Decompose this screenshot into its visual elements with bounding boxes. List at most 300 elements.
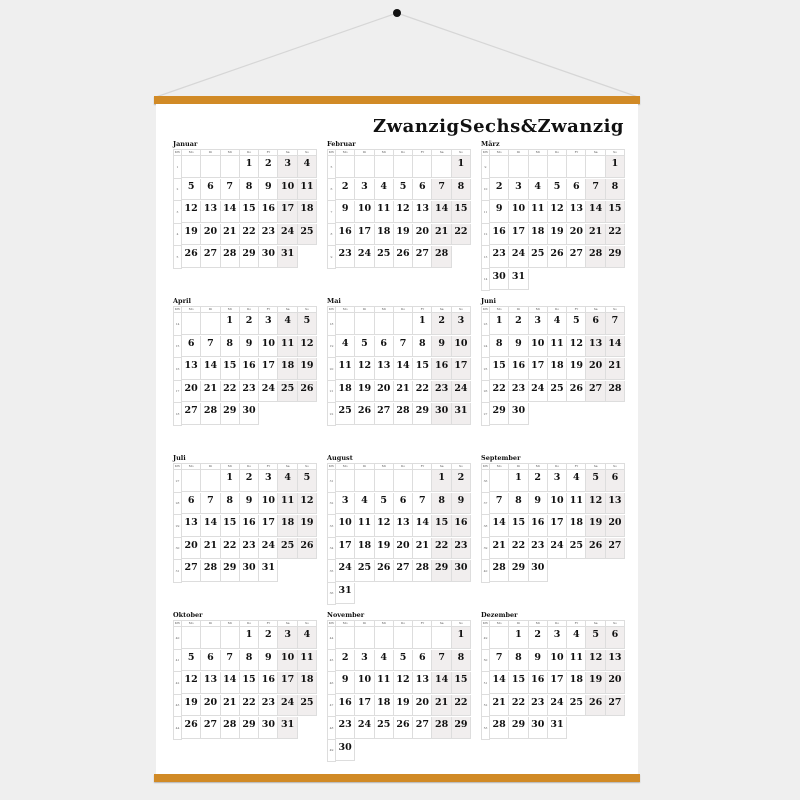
day-cell: 4 <box>298 156 317 178</box>
empty-day-cell <box>375 470 394 492</box>
weekday-header: Mo <box>182 307 201 313</box>
day-cell: 18 <box>375 695 394 717</box>
day-cell: 28 <box>201 560 220 582</box>
day-cell: 23 <box>432 381 451 403</box>
day-cell: 3 <box>355 650 374 672</box>
weekday-header: KW <box>482 621 489 625</box>
day-cell: 23 <box>259 224 278 246</box>
month-name: Februar <box>327 140 356 148</box>
month-grid <box>173 463 317 583</box>
month-name: Juni <box>481 297 496 305</box>
day-cell: 10 <box>278 650 297 672</box>
day-cell: 24 <box>278 224 297 246</box>
day-cell: 23 <box>509 381 528 403</box>
empty-day-cell <box>567 403 586 425</box>
month-name: Juli <box>173 454 186 462</box>
week-number: 49 <box>328 740 336 763</box>
calendar-poster <box>156 104 638 774</box>
empty-day-cell <box>432 583 451 605</box>
day-cell: 26 <box>355 403 374 425</box>
day-cell: 22 <box>509 538 528 560</box>
day-cell: 2 <box>529 470 548 492</box>
day-cell: 27 <box>394 560 413 582</box>
day-cell: 12 <box>394 201 413 223</box>
day-cell: 21 <box>201 381 220 403</box>
day-cell: 8 <box>413 336 432 358</box>
weekday-header: Sa <box>278 307 297 313</box>
day-cell: 5 <box>182 179 201 201</box>
empty-day-cell <box>336 156 355 178</box>
day-cell: 21 <box>606 358 625 380</box>
day-cell: 19 <box>355 381 374 403</box>
day-cell: 15 <box>509 515 528 537</box>
day-cell: 28 <box>201 403 220 425</box>
weekday-header: Di <box>355 464 374 470</box>
day-cell: 14 <box>394 358 413 380</box>
day-cell: 18 <box>278 358 297 380</box>
day-cell: 14 <box>490 672 509 694</box>
weekday-header: Sa <box>432 621 451 627</box>
empty-day-cell <box>529 403 548 425</box>
top-hanger-rail <box>154 96 640 104</box>
day-cell: 10 <box>336 515 355 537</box>
day-cell: 24 <box>355 246 374 268</box>
week-number: 53 <box>482 717 490 740</box>
day-cell: 6 <box>567 179 586 201</box>
day-cell: 1 <box>606 156 625 178</box>
week-number: 23 <box>482 313 490 336</box>
weekday-header: Fr <box>259 307 278 313</box>
day-cell: 17 <box>548 515 567 537</box>
poster-title: ZwanzigSechs&Zwanzig <box>373 116 624 137</box>
day-cell: 3 <box>259 470 278 492</box>
weekday-header: So <box>298 150 317 156</box>
day-cell: 8 <box>606 179 625 201</box>
day-cell: 24 <box>259 538 278 560</box>
day-cell: 12 <box>394 672 413 694</box>
day-cell: 4 <box>567 470 586 492</box>
weekday-header: Do <box>548 464 567 470</box>
weekday-header: Mo <box>490 621 509 627</box>
day-cell: 18 <box>548 358 567 380</box>
month-name: Mai <box>327 297 341 305</box>
empty-day-cell <box>394 740 413 762</box>
day-cell: 20 <box>413 224 432 246</box>
day-cell: 11 <box>278 336 297 358</box>
day-cell: 10 <box>278 179 297 201</box>
day-cell: 19 <box>375 538 394 560</box>
day-cell: 11 <box>298 650 317 672</box>
day-cell: 11 <box>336 358 355 380</box>
day-cell: 6 <box>413 650 432 672</box>
day-cell: 2 <box>490 179 509 201</box>
day-cell: 9 <box>336 672 355 694</box>
day-cell: 9 <box>529 650 548 672</box>
day-cell: 26 <box>394 717 413 739</box>
empty-day-cell <box>201 470 220 492</box>
day-cell: 3 <box>529 313 548 335</box>
day-cell: 28 <box>490 560 509 582</box>
day-cell: 13 <box>606 650 625 672</box>
empty-day-cell <box>586 403 605 425</box>
day-cell: 14 <box>432 201 451 223</box>
empty-day-cell <box>394 313 413 335</box>
month-block <box>173 297 317 426</box>
empty-day-cell <box>490 470 509 492</box>
day-cell: 20 <box>201 224 220 246</box>
day-cell: 7 <box>221 179 240 201</box>
day-cell: 7 <box>490 493 509 515</box>
weekday-header: KW <box>174 307 181 311</box>
weekday-header: KW <box>174 150 181 154</box>
weekday-header: Do <box>394 150 413 156</box>
day-cell: 14 <box>201 358 220 380</box>
day-cell: 4 <box>567 627 586 649</box>
day-cell: 4 <box>375 179 394 201</box>
day-cell: 29 <box>221 560 240 582</box>
day-cell: 16 <box>529 672 548 694</box>
day-cell: 6 <box>375 336 394 358</box>
weekday-header: Sa <box>278 464 297 470</box>
empty-day-cell <box>221 627 240 649</box>
day-cell: 16 <box>336 224 355 246</box>
empty-day-cell <box>413 627 432 649</box>
weekday-header: Sa <box>586 307 605 313</box>
day-cell: 13 <box>413 201 432 223</box>
day-cell: 13 <box>606 493 625 515</box>
month-grid <box>173 620 317 740</box>
empty-day-cell <box>606 403 625 425</box>
day-cell: 25 <box>548 381 567 403</box>
weekday-header: Di <box>509 464 528 470</box>
day-cell: 5 <box>586 627 605 649</box>
day-cell: 26 <box>182 717 201 739</box>
week-number: 52 <box>482 695 490 718</box>
day-cell: 22 <box>509 695 528 717</box>
month-block <box>173 140 317 269</box>
empty-day-cell <box>375 583 394 605</box>
empty-day-cell <box>298 717 317 739</box>
month-block <box>173 611 317 740</box>
day-cell: 4 <box>548 313 567 335</box>
day-cell: 19 <box>394 224 413 246</box>
day-cell: 11 <box>529 201 548 223</box>
month-name: März <box>481 140 500 148</box>
week-number: 3 <box>174 201 182 224</box>
day-cell: 29 <box>413 403 432 425</box>
day-cell: 29 <box>240 246 259 268</box>
day-cell: 12 <box>182 201 201 223</box>
empty-day-cell <box>355 470 374 492</box>
empty-day-cell <box>606 269 625 291</box>
day-cell: 15 <box>509 672 528 694</box>
day-cell: 7 <box>394 336 413 358</box>
day-cell: 26 <box>586 695 605 717</box>
week-number: 51 <box>482 672 490 695</box>
day-cell: 19 <box>586 515 605 537</box>
day-cell: 3 <box>548 470 567 492</box>
month-grid <box>481 149 625 291</box>
day-cell: 10 <box>548 493 567 515</box>
day-cell: 16 <box>432 358 451 380</box>
day-cell: 3 <box>548 627 567 649</box>
day-cell: 6 <box>182 336 201 358</box>
day-cell: 2 <box>259 156 278 178</box>
day-cell: 22 <box>452 695 471 717</box>
day-cell: 25 <box>278 538 297 560</box>
week-number: 14 <box>174 313 182 336</box>
day-cell: 28 <box>221 717 240 739</box>
week-number: 6 <box>328 179 336 202</box>
day-cell: 27 <box>413 246 432 268</box>
month-grid <box>173 149 317 269</box>
day-cell: 21 <box>432 695 451 717</box>
month-name: Januar <box>173 140 198 148</box>
day-cell: 20 <box>606 515 625 537</box>
empty-day-cell <box>201 156 220 178</box>
weekday-header: Mi <box>529 621 548 627</box>
day-cell: 31 <box>278 246 297 268</box>
weekday-header: Mi <box>529 464 548 470</box>
day-cell: 15 <box>606 201 625 223</box>
day-cell: 30 <box>529 560 548 582</box>
weekday-header: Do <box>548 307 567 313</box>
weekday-header: Mi <box>529 150 548 156</box>
empty-day-cell <box>375 156 394 178</box>
day-cell: 3 <box>336 493 355 515</box>
day-cell: 24 <box>509 246 528 268</box>
day-cell: 21 <box>394 381 413 403</box>
empty-day-cell <box>201 627 220 649</box>
weekday-header: KW <box>328 150 335 154</box>
day-cell: 15 <box>452 672 471 694</box>
day-cell: 8 <box>509 493 528 515</box>
day-cell: 21 <box>221 695 240 717</box>
weekday-header: Di <box>509 621 528 627</box>
day-cell: 25 <box>298 695 317 717</box>
weekday-header: Di <box>355 621 374 627</box>
day-cell: 30 <box>509 403 528 425</box>
weekday-header: Sa <box>586 621 605 627</box>
day-cell: 11 <box>567 650 586 672</box>
day-cell: 14 <box>221 672 240 694</box>
day-cell: 6 <box>394 493 413 515</box>
day-cell: 23 <box>336 717 355 739</box>
day-cell: 13 <box>375 358 394 380</box>
day-cell: 9 <box>452 493 471 515</box>
week-number: 26 <box>482 381 490 404</box>
day-cell: 17 <box>355 224 374 246</box>
day-cell: 10 <box>259 336 278 358</box>
day-cell: 17 <box>278 201 297 223</box>
day-cell: 13 <box>413 672 432 694</box>
day-cell: 5 <box>182 650 201 672</box>
day-cell: 15 <box>240 201 259 223</box>
day-cell: 5 <box>567 313 586 335</box>
month-grid <box>481 306 625 426</box>
weekday-header: Fr <box>567 150 586 156</box>
day-cell: 12 <box>298 493 317 515</box>
day-cell: 31 <box>452 403 471 425</box>
day-cell: 27 <box>586 381 605 403</box>
weekday-header: Mo <box>182 621 201 627</box>
day-cell: 24 <box>452 381 471 403</box>
day-cell: 18 <box>567 672 586 694</box>
day-cell: 8 <box>509 650 528 672</box>
day-cell: 10 <box>529 336 548 358</box>
day-cell: 3 <box>278 156 297 178</box>
weekday-header: Fr <box>567 307 586 313</box>
day-cell: 27 <box>413 717 432 739</box>
day-cell: 30 <box>490 269 509 291</box>
weekday-header: Do <box>548 150 567 156</box>
weekday-header: Mi <box>221 621 240 627</box>
day-cell: 2 <box>432 313 451 335</box>
day-cell: 23 <box>529 695 548 717</box>
empty-day-cell <box>548 269 567 291</box>
month-grid <box>327 463 471 605</box>
empty-day-cell <box>336 627 355 649</box>
empty-day-cell <box>452 246 471 268</box>
day-cell: 12 <box>586 650 605 672</box>
weekday-header: Sa <box>432 464 451 470</box>
week-number: 25 <box>482 358 490 381</box>
day-cell: 17 <box>336 538 355 560</box>
empty-day-cell <box>182 627 201 649</box>
day-cell: 21 <box>201 538 220 560</box>
day-cell: 7 <box>490 650 509 672</box>
day-cell: 18 <box>298 201 317 223</box>
week-number: 11 <box>482 201 490 224</box>
empty-day-cell <box>182 470 201 492</box>
weekday-header: Di <box>201 307 220 313</box>
day-cell: 30 <box>259 717 278 739</box>
day-cell: 30 <box>259 246 278 268</box>
day-cell: 2 <box>240 470 259 492</box>
week-number: 5 <box>174 246 182 269</box>
week-number: 9 <box>328 246 336 269</box>
month-grid <box>481 620 625 740</box>
weekday-header: Do <box>240 464 259 470</box>
empty-day-cell <box>394 627 413 649</box>
weekday-header: KW <box>174 464 181 468</box>
day-cell: 11 <box>278 493 297 515</box>
weekday-header: Do <box>240 150 259 156</box>
week-number: 8 <box>328 224 336 247</box>
day-cell: 29 <box>606 246 625 268</box>
day-cell: 25 <box>529 246 548 268</box>
day-cell: 24 <box>259 381 278 403</box>
week-number: 44 <box>174 717 182 740</box>
day-cell: 13 <box>586 336 605 358</box>
day-cell: 1 <box>221 313 240 335</box>
empty-day-cell <box>355 313 374 335</box>
month-name: September <box>481 454 521 462</box>
day-cell: 14 <box>201 515 220 537</box>
weekday-header: So <box>606 621 625 627</box>
day-cell: 20 <box>413 695 432 717</box>
weekday-header: Mo <box>490 150 509 156</box>
week-number: 44 <box>328 627 336 650</box>
day-cell: 27 <box>201 246 220 268</box>
weekday-header: Di <box>355 150 374 156</box>
week-number: 7 <box>328 201 336 224</box>
day-cell: 2 <box>529 627 548 649</box>
empty-day-cell <box>548 156 567 178</box>
empty-day-cell <box>375 627 394 649</box>
day-cell: 5 <box>355 336 374 358</box>
month-name: April <box>173 297 191 305</box>
day-cell: 20 <box>567 224 586 246</box>
day-cell: 20 <box>606 672 625 694</box>
weekday-header: Fr <box>259 464 278 470</box>
weekday-header: So <box>606 150 625 156</box>
day-cell: 16 <box>259 201 278 223</box>
day-cell: 9 <box>259 650 278 672</box>
day-cell: 2 <box>336 179 355 201</box>
week-number: 29 <box>174 515 182 538</box>
day-cell: 13 <box>182 358 201 380</box>
day-cell: 29 <box>490 403 509 425</box>
empty-day-cell <box>548 403 567 425</box>
day-cell: 6 <box>606 627 625 649</box>
day-cell: 27 <box>606 538 625 560</box>
day-cell: 13 <box>567 201 586 223</box>
week-number: 24 <box>482 336 490 359</box>
day-cell: 12 <box>375 515 394 537</box>
week-number: 35 <box>328 560 336 583</box>
weekday-header: So <box>606 464 625 470</box>
day-cell: 3 <box>509 179 528 201</box>
month-block <box>173 454 317 583</box>
day-cell: 28 <box>606 381 625 403</box>
day-cell: 9 <box>336 201 355 223</box>
weekday-header: Sa <box>432 307 451 313</box>
week-number: 43 <box>174 695 182 718</box>
month-block <box>481 140 625 291</box>
empty-day-cell <box>567 269 586 291</box>
day-cell: 10 <box>259 493 278 515</box>
day-cell: 28 <box>432 717 451 739</box>
week-number: 17 <box>174 381 182 404</box>
day-cell: 22 <box>606 224 625 246</box>
month-block <box>327 140 471 269</box>
day-cell: 27 <box>182 560 201 582</box>
day-cell: 19 <box>548 224 567 246</box>
week-number: 50 <box>482 650 490 673</box>
day-cell: 16 <box>336 695 355 717</box>
day-cell: 20 <box>586 358 605 380</box>
day-cell: 20 <box>201 695 220 717</box>
weekday-header: Di <box>201 621 220 627</box>
day-cell: 5 <box>586 470 605 492</box>
day-cell: 4 <box>336 336 355 358</box>
day-cell: 18 <box>278 515 297 537</box>
day-cell: 10 <box>355 672 374 694</box>
day-cell: 28 <box>413 560 432 582</box>
day-cell: 3 <box>259 313 278 335</box>
day-cell: 24 <box>355 717 374 739</box>
day-cell: 5 <box>298 470 317 492</box>
day-cell: 25 <box>336 403 355 425</box>
day-cell: 20 <box>182 538 201 560</box>
day-cell: 25 <box>567 695 586 717</box>
day-cell: 19 <box>394 695 413 717</box>
day-cell: 27 <box>375 403 394 425</box>
day-cell: 15 <box>432 515 451 537</box>
day-cell: 20 <box>394 538 413 560</box>
week-number: 19 <box>328 336 336 359</box>
